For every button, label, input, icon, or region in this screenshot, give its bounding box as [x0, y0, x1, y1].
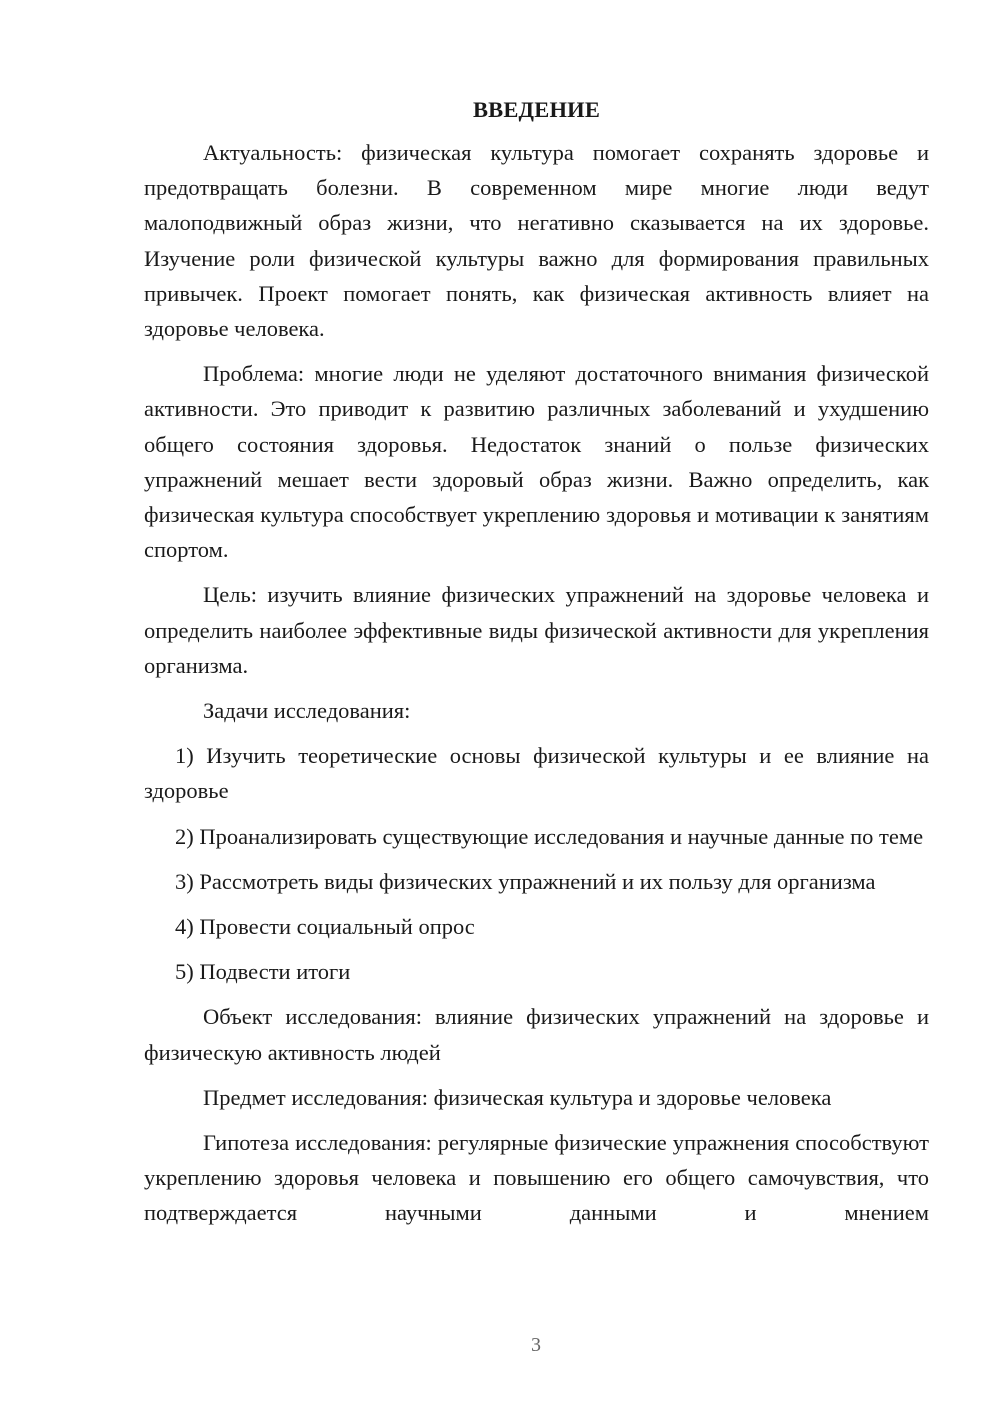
- paragraph-relevance: Актуальность: физическая культура помогает сохранять здоровье и предотвращать болезни. В современном мире многие люди ведут малоподвижный образ жизни, что негативно сказывается на их здоровье. Изучение роли физической культуры важно для формирования правильных привычек. Проект помогает понять, как физическая активность влияет на здоровье человека.: [144, 140, 929, 342]
- paragraph-subject: Предмет исследования: физическая культура и здоровье человека: [203, 1084, 832, 1110]
- paragraph-object: Объект исследования: влияние физических упражнений на здоровье и физическую активность людей: [144, 1004, 929, 1065]
- paragraph-problem: Проблема: многие люди не уделяют достаточного внимания физической активности. Это приводит к развитию различных заболеваний и ухудшению общего состояния здоровья. Недостаток знаний о пользе физических упражнений мешает вести здоровый образ жизни. Важно определить, как физическая культура способствует укреплению здоровья и мотивации к занятиям спортом.: [144, 361, 929, 563]
- paragraph-hypothesis: Гипотеза исследования: регулярные физические упражнения способствуют укреплению здоровья человека и повышению его общего самочувствия, что подтверждается научными данными и мнением: [144, 1130, 929, 1226]
- paragraph-goal: Цель: изучить влияние физических упражнений на здоровье человека и определить наиболее эффективные виды физической активности для укрепления организма.: [144, 582, 929, 678]
- section-heading: ВВЕДЕНИЕ: [472, 97, 601, 122]
- task-item-3: 3) Рассмотреть виды физических упражнений и их пользу для организма: [175, 868, 876, 894]
- task-item-2: 2) Проанализировать существующие исследования и научные данные по теме: [175, 823, 924, 849]
- tasks-title: Задачи исследования:: [203, 698, 411, 724]
- task-item-1: 1) Изучить теоретические основы физической культуры и ее влияние на здоровье: [144, 743, 929, 804]
- page-number: 3: [531, 1334, 541, 1356]
- task-item-5: 5) Подвести итоги: [175, 959, 351, 985]
- task-item-4: 4) Провести социальный опрос: [175, 914, 475, 940]
- page-content: [144, 95, 929, 1231]
